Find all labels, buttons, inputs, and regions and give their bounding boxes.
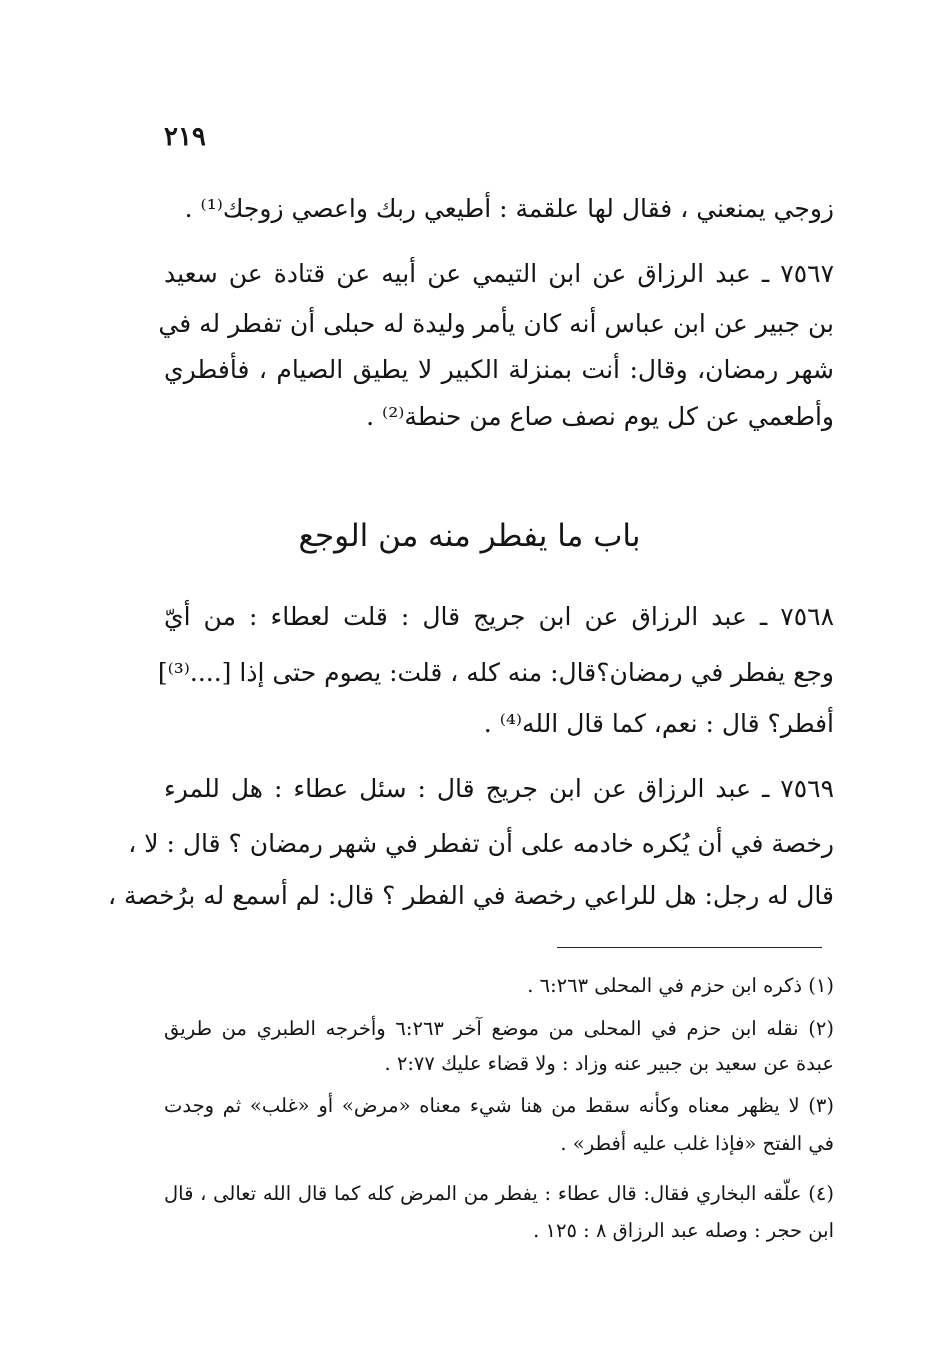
text-line: رخصة في أن يُكره خادمه على أن تفطر في شهر رمضان ؟ قال : لا ،: [128, 829, 834, 858]
chapter-title: باب ما يفطر منه من الوجع: [298, 518, 641, 554]
footnote-line: في الفتح «فإذا غلب عليه أفطر» .: [560, 1132, 834, 1155]
text-line: ٧٥٦٨ ـ عبد الرزاق عن ابن جريج قال : قلت لعطاء : من أيّ: [164, 602, 834, 631]
footnote-line: (٣) لا يظهر معناه وكأنه سقط من هنا شيء معناه «مرض» أو «غلب» ثم وجدت: [164, 1094, 834, 1117]
text-line: قال له رجل: هل للراعي رخصة في الفطر ؟ قال: لم أسمع له برُخصة ،: [107, 881, 834, 910]
page-number: ٢١٩: [164, 122, 206, 152]
footnote-line: عبدة عن سعيد بن جبير عنه وزاد : ولا قضاء عليك ٢:٧٧ .: [384, 1052, 834, 1075]
footnote-line: ابن حجر : وصله عبد الرزاق ٨ : ١٢٥ .: [533, 1219, 834, 1242]
footnote-rule: [557, 947, 822, 948]
footnote-line: (٢) نقله ابن حزم في المحلى من موضع آخر ٦:٢٦٣ وأخرجه الطبري من طريق: [164, 1017, 834, 1040]
text-line: بن جبير عن ابن عباس أنه كان يأمر وليدة له حبلى أن تفطر له في: [158, 309, 834, 338]
footnote-line: (١) ذكره ابن حزم في المحلى ٦:٢٦٣ .: [527, 974, 834, 997]
text-line: أفطر؟ قال : نعم، كما قال الله⁽⁴⁾ .: [483, 709, 834, 738]
text-line: وجع يفطر في رمضان؟قال: منه كله ، قلت: يصوم حتى إذا [....⁽³⁾]: [157, 658, 834, 687]
text-line: ٧٥٦٧ ـ عبد الرزاق عن ابن التيمي عن أبيه عن قتادة عن سعيد: [164, 259, 834, 288]
text-line: وأطعمي عن كل يوم نصف صاع من حنطة⁽²⁾ .: [366, 402, 834, 431]
text-line: شهر رمضان، وقال: أنت بمنزلة الكبير لا يطيق الصيام ، فأفطري: [164, 355, 834, 384]
footnote-line: (٤) علّقه البخاري فقال: قال عطاء : يفطر من المرض كله كما قال الله تعالى ، قال: [164, 1182, 834, 1205]
text-line: ٧٥٦٩ ـ عبد الرزاق عن ابن جريج قال : سئل عطاء : هل للمرء: [164, 774, 834, 803]
text-line: زوجي يمنعني ، فقال لها علقمة : أطيعي ربك واعصي زوجك⁽¹⁾ .: [184, 194, 834, 223]
